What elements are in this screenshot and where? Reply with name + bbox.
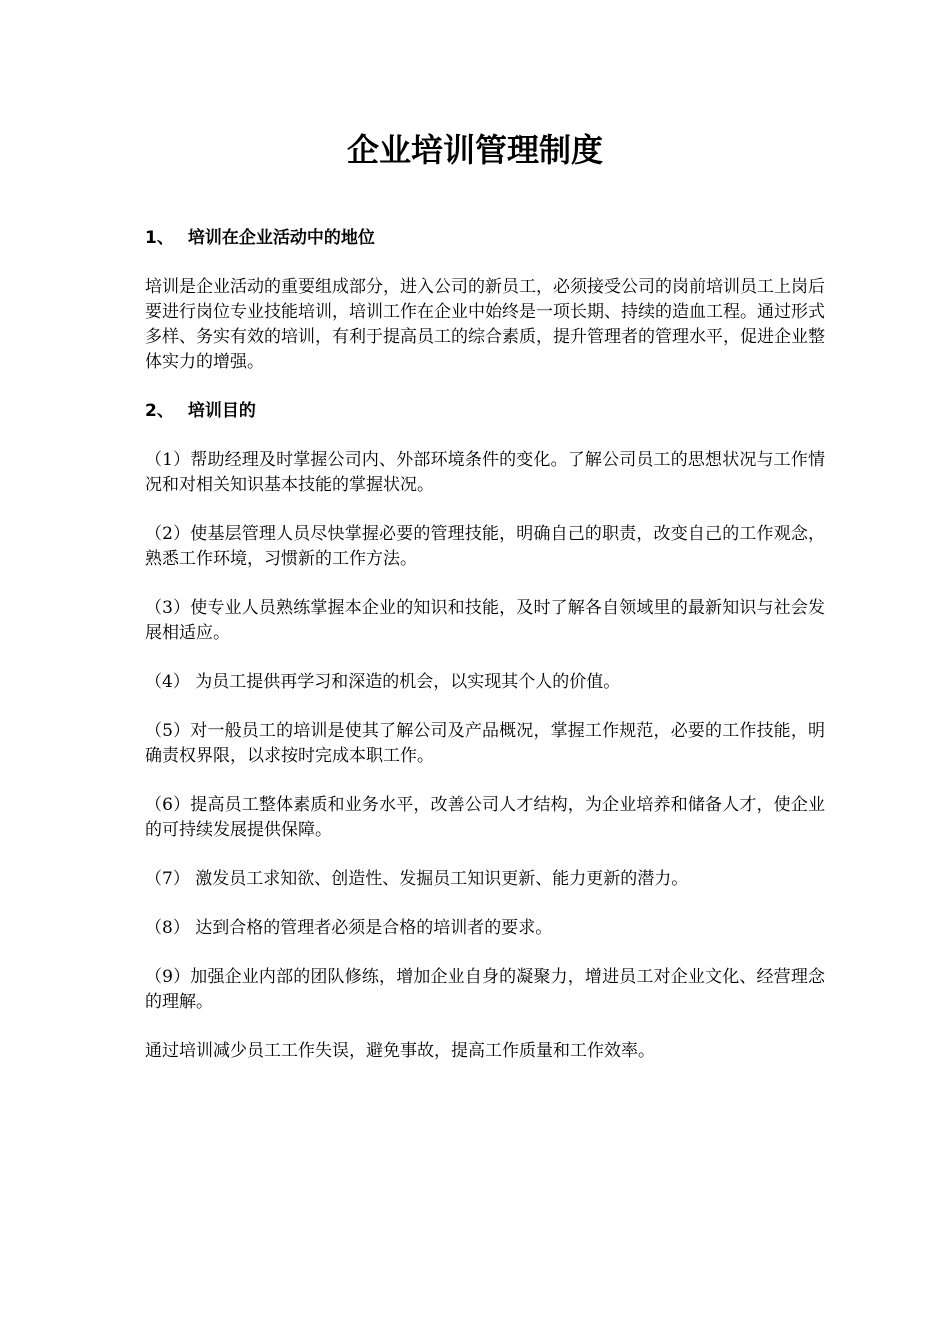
section-heading-text: 培训目的 bbox=[187, 401, 256, 421]
document-title: 企业培训管理制度 bbox=[346, 131, 603, 169]
list-item: （2）使基层管理人员尽快掌握必要的管理技能，明确自己的职责，改变自己的工作观念，熟悉工作环境，习惯新的工作方法。 bbox=[145, 524, 825, 569]
list-item: （3）使专业人员熟练掌握本企业的知识和技能，及时了解各自领域里的最新知识与社会发展相适应。 bbox=[145, 598, 825, 643]
list-item: （8） 达到合格的管理者必须是合格的培训者的要求。 bbox=[145, 918, 553, 938]
section-heading-2 bbox=[145, 399, 825, 424]
list-item: （6）提高员工整体素质和业务水平，改善公司人才结构，为企业培养和储备人才，使企业的可持续发展提供保障。 bbox=[145, 795, 825, 840]
document-body bbox=[145, 226, 825, 1088]
section-heading-text: 培训在企业活动中的地位 bbox=[187, 228, 375, 248]
list-item: （1）帮助经理及时掌握公司内、外部环境条件的变化。了解公司员工的思想状况与工作情况和对相关知识基本技能的掌握状况。 bbox=[145, 450, 825, 495]
list-item: （5）对一般员工的培训是使其了解公司及产品概况，掌握工作规范，必要的工作技能，明确责权界限，以求按时完成本职工作。 bbox=[145, 721, 825, 766]
paragraph: 培训是企业活动的重要组成部分，进入公司的新员工，必须接受公司的岗前培训员工上岗后要进行岗位专业技能培训，培训工作在企业中始终是一项长期、持续的造血工程。通过形式多样、务实有效的培训，有利于提高员工的综合素质，提升管理者的管理水平，促进企业整体实力的增强。 bbox=[145, 277, 825, 372]
section-heading-1 bbox=[145, 226, 825, 251]
section-number: 2、 bbox=[145, 401, 174, 421]
section-number: 1、 bbox=[145, 228, 174, 248]
list-item: （7） 激发员工求知欲、创造性、发掘员工知识更新、能力更新的潜力。 bbox=[145, 869, 689, 889]
list-item: （4） 为员工提供再学习和深造的机会，以实现其个人的价值。 bbox=[145, 672, 621, 692]
list-item: （9）加强企业内部的团队修练，增加企业自身的凝聚力，增进员工对企业文化、经营理念的理解。 bbox=[145, 967, 825, 1012]
closing-paragraph: 通过培训减少员工工作失误，避免事故，提高工作质量和工作效率。 bbox=[145, 1041, 655, 1061]
